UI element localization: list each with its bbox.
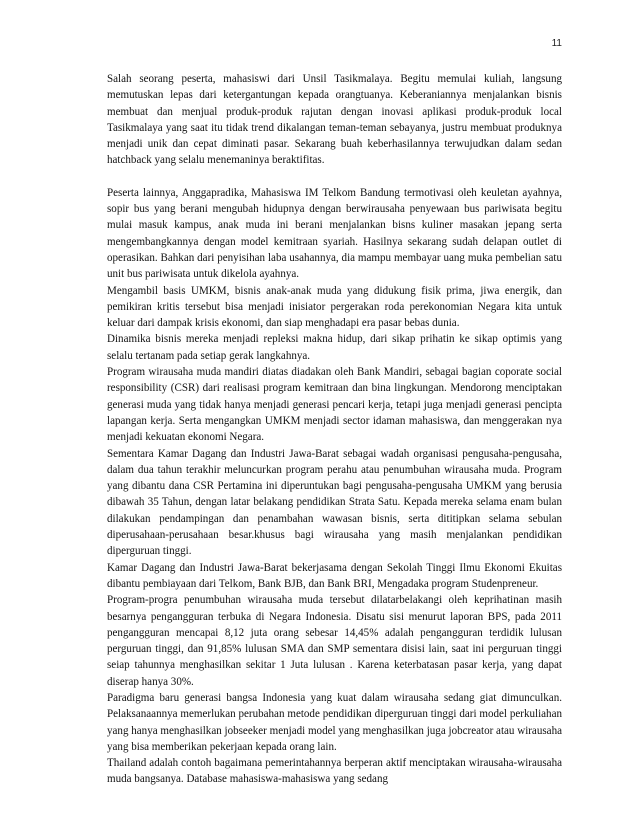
paragraph: Dinamika bisnis mereka menjadi repleksi makna hidup, dari sikap prihatin ke sikap optimis yang selalu tertanam pada setiap gerak langkahnya. xyxy=(107,333,562,362)
paragraph: Kamar Dagang dan Industri Jawa-Barat bekerjasama dengan Sekolah Tinggi Ilmu Ekonomi Ekuitas dibantu pembiayaan dari Telkom, Bank BJB, dan Bank BRI, Mengadaka program Studenpreneur. xyxy=(107,561,562,590)
page-number: 11 xyxy=(551,38,562,49)
body-text xyxy=(107,71,562,788)
paragraph: Program wirausaha muda mandiri diatas diadakan oleh Bank Mandiri, sebagai bagian coporate social responsibility (CSR) dari realisasi program kemitraan dan bina lingkungan. Mendorong menciptakan generasi muda yang tidak hanya menjadi generasi pencari kerja, tetapi juga menjadi generasi pencipta lapangan kerja. Serta mengangkan UMKM menjadi sector idaman mahasiswa, dan menggerakan nya menjadi kekuatan ekonomi Negara. xyxy=(107,366,562,444)
paragraph: Thailand adalah contoh bagaimana pemerintahannya berperan aktif menciptakan wirausaha-wirausaha muda bangsanya. Database mahasiswa-mahasiswa yang sedang xyxy=(107,757,562,786)
paragraph: Salah seorang peserta, mahasiswi dari Unsil Tasikmalaya. Begitu memulai kuliah, langsung memutuskan lepas dari ketergantungan kepada orangtuanya. Keberaniannya menjalankan bisnis membuat dan menjual produk-produk rajutan dengan inovasi aplikasi produk-produk local Tasikmalaya yang saat itu tidak trend dikalangan teman-teman sebayanya, justru membuat produknya menjadi unik dan cepat diminati pasar. Sekarang buah keberhasilannya terwujudkan dalam sedan hatchback yang selalu menemaninya beraktifitas. xyxy=(107,73,562,167)
paragraph: Paradigma baru generasi bangsa Indonesia yang kuat dalam wirausaha sedang giat dimunculkan. Pelaksanaannya memerlukan perubahan metode pendidikan diperguruan tinggi dari model perkuliahan yang hanya menghasilkan jobseeker menjadi model yang menghasilkan juga jobcreator atau wirausaha yang bisa memberikan pekerjaan kepada orang lain. xyxy=(107,691,562,753)
paragraph: Program-progra penumbuhan wirausaha muda tersebut dilatarbelakangi oleh keprihatinan masih besarnya pengangguran terbuka di Negara Indonesia. Disatu sisi menurut laporan BPS, pada 2011 pengangguran mencapai 8,12 juta orang sebesar 14,45% adalah pengangguran terdidik lulusan perguruan tinggi, dan 91,85% lulusan SMA dan SMP sementara disisi lain, saat ini perguruan tinggi seiap tahunnya menghasilkan sekitar 1 Juta lulusan . Karena keterbatasan pasar kerja, yang dapat diserap hanya 30%. xyxy=(107,594,562,688)
paragraph: Mengambil basis UMKM, bisnis anak-anak muda yang didukung fisik prima, jiwa energik, dan pemikiran kritis tersebut bisa menjadi inisiator pergerakan roda perekonomian Negara kita untuk keluar dari dampak krisis ekonomi, dan siap menghadapi era pasar bebas dunia. xyxy=(107,284,562,330)
paragraph: Sementara Kamar Dagang dan Industri Jawa-Barat sebagai wadah organisasi pengusaha-pengusaha, dalam dua tahun terakhir meluncurkan program perahu atau penumbuhan wirausaha muda. Program yang dibantu dana CSR Pertamina ini diperuntukan bagi pengusaha-pengusaha UMKM yang berusia dibawah 35 Tahun, dengan latar belakang pendidikan Strata Satu. Kepada mereka selama enam bulan dilakukan pendampingan dan penambahan wawasan bisnis, serta dititipkan selama sebulan diperusahaan-perusahaan besar.khusus bagi wirausaha yang masih menjalankan pendidikan diperguruan tinggi. xyxy=(107,447,562,558)
paragraph: Peserta lainnya, Anggapradika, Mahasiswa IM Telkom Bandung termotivasi oleh keuletan ayahnya, sopir bus yang berani mengubah hidupnya dengan berwirausaha penyewaan bus pariwisata begitu mulai masuk kampus, anak muda ini berani menjalankan bisns kuliner masakan jepang serta mengembangkannya dengan model kemitraan syariah. Hasilnya sekarang sudah delapan outlet di operasikan. Bahkan dari penyisihan laba usahannya, dia mampu membayar uang muka pembelian satu unit bus pariwisata untuk dikelola ayahnya. xyxy=(107,186,562,281)
